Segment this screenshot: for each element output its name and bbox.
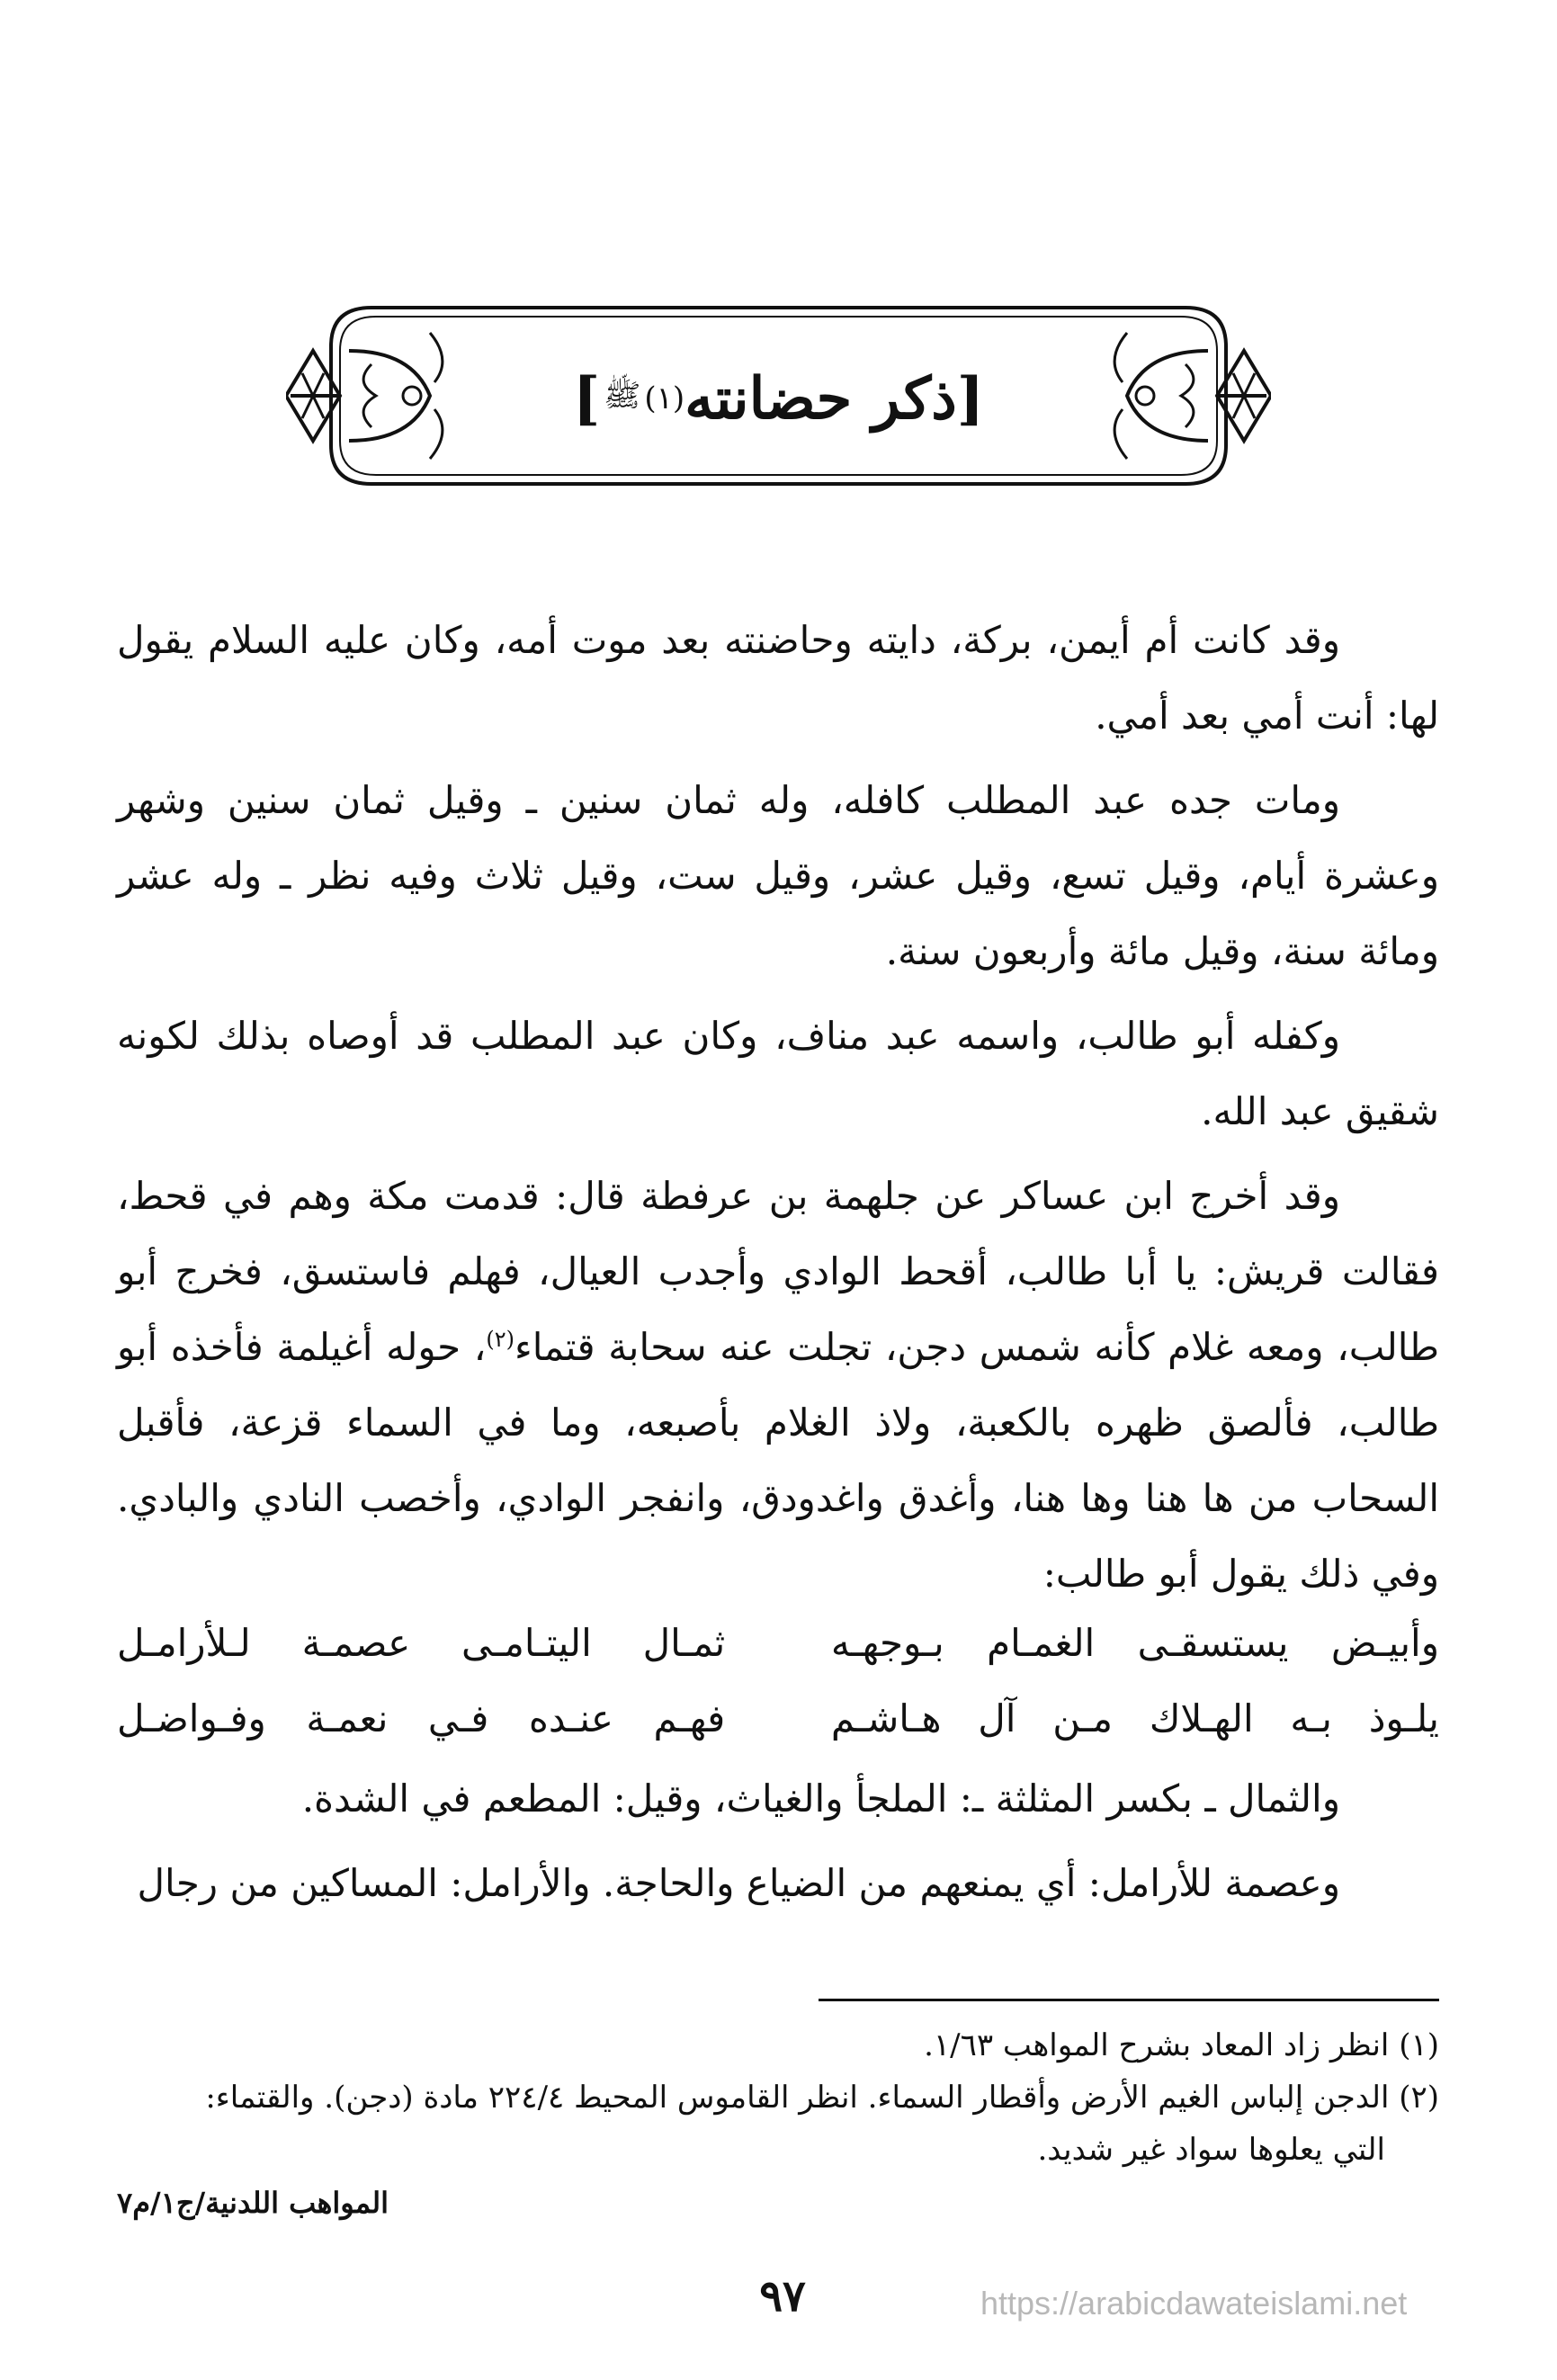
footnotes	[117, 2019, 1439, 2176]
title-main: ذكر حضانته	[685, 364, 957, 433]
paragraph-1: وقد كانت أم أيمن، بركة، دايته وحاضنته بعد موت أمه، وكان عليه السلام يقول لها: أنت أمي بعد أمي.	[117, 618, 1439, 738]
paragraph-2: ومات جده عبد المطلب كافله، وله ثمان سنين ـ وقيل ثمان سنين وشهر وعشرة أيام، وقيل تسع، وقيل عشر، وقيل ست، وقيل ثلاث وفيه نظر ـ وله عشر ومائة سنة، وقيل مائة وأربعون سنة.	[117, 778, 1439, 973]
footnote-divider	[819, 1999, 1439, 2001]
title-open-bracket: [	[956, 364, 984, 433]
verse-second-hemistich: فهـم عنـده فـي نعمـة وفـواضـل	[117, 1696, 726, 1740]
poem-verse	[117, 1606, 1439, 1681]
footnote-2-continuation: التي يعلوها سواد غير شديد.	[1037, 2132, 1385, 2168]
verse-first-hemistich: وأبيـض يستسقـى الغمـام بـوجهـه	[830, 1621, 1439, 1665]
honorific-seal: ﷺ	[604, 377, 641, 414]
paragraph-3: وكفله أبو طالب، واسمه عبد مناف، وكان عبد المطلب قد أوصاه بذلك لكونه شقيق عبد الله.	[117, 1014, 1439, 1133]
right-ornament	[1114, 333, 1271, 459]
footnote-2: (٢) الدجن إلباس الغيم الأرض وأقطار السماء. انظر القاموس المحيط ٢٢٤/٤ مادة (دجن). والقتماء:	[205, 2080, 1439, 2116]
chapter-title-frame	[286, 297, 1271, 495]
page-number: ٩٧	[759, 2271, 806, 2322]
main-text	[117, 603, 1439, 1621]
footnote-ref-2: (٢)	[486, 1327, 515, 1352]
title-footnote-ref: (١)	[644, 380, 685, 416]
paragraph-4-part2: ، حوله أغيلمة فأخذه أبو طالب، فألصق ظهره بالكعبة، ولاذ الغلام بأصبعه، وما في السماء قزعة، فأقبل السحاب من ها هنا وها هنا، وأغدق واغدودق، وانفجر الوادي، وأخصب النادي والبادي. وفي ذلك يقول أبو طالب:	[117, 1325, 1439, 1596]
paragraph-4-part1: وقد أخرج ابن عساكر عن جلهمة بن عرفطة قال: قدمت مكة وهم في قحط، فقالت قريش: يا أبا طالب، أقحط الوادي وأجدب العيال، فهلم فاستسق، فخرج أبو طالب، ومعه غلام كأنه شمس دجن، تجلت عنه سحابة قتماء	[117, 1174, 1439, 1369]
commentary-paragraph-2: وعصمة للأرامل: أي يمنعهم من الضياع والحاجة. والأرامل: المساكين من رجال	[137, 1861, 1340, 1905]
verse-first-hemistich: يلـوذ بـه الهـلاك مـن آل هـاشـم	[830, 1696, 1439, 1740]
footnote-1: (١) انظر زاد المعاد بشرح المواهب ١/٦٣.	[924, 2027, 1439, 2063]
paragraph-4	[117, 1159, 1439, 1612]
poem	[117, 1606, 1439, 1757]
poem-verse	[117, 1681, 1439, 1757]
verse-second-hemistich: ثمـال اليتـامـى عصمـة لـلأرامـل	[117, 1621, 726, 1665]
chapter-title	[484, 349, 1073, 448]
left-ornament	[286, 333, 443, 459]
commentary-paragraph-1: والثمال ـ بكسر المثلثة ـ: الملجأ والغياث، وقيل: المطعم في الشدة.	[301, 1776, 1340, 1821]
watermark-url: https://arabicdawateislami.net	[980, 2285, 1408, 2322]
book-signature: المواهب اللدنية/ج١/م٧	[117, 2186, 389, 2220]
commentary-text	[117, 1761, 1439, 1930]
title-close-bracket: ]	[573, 364, 601, 433]
